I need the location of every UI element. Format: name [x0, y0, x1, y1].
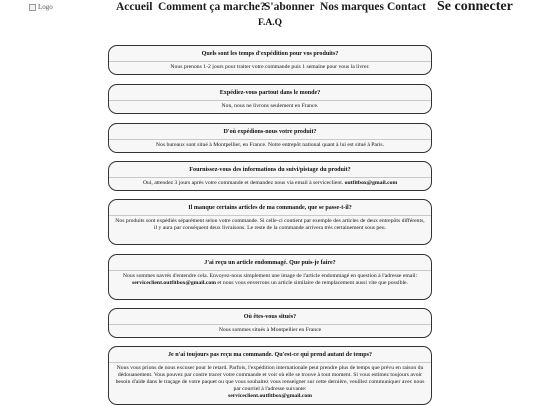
faq-item [108, 161, 432, 191]
faq-question: Je n'ai toujours pas reçu ma commande. Qu'est-ce qui prend autant de temps? [167, 352, 373, 358]
page-title: F.A.Q [258, 18, 282, 28]
nav-se-connecter[interactable]: Se connecter [437, 0, 513, 14]
faq-answer: Nos produits sont expédiés séparément selon votre commande. Si celle-ci contient par exemple des articles de deux entrepôts différents, il y aura par conséquent deux livraisons. Le reste de la commande arrivera très certainement sous peu. [115, 218, 425, 231]
contact-email: serviceclient.outfitbox@gmail.com [228, 393, 312, 399]
faq-question: D'où expédions-nous votre produit? [223, 129, 317, 135]
nav-nos-marques[interactable]: Nos marques [320, 1, 385, 13]
faq-answer [109, 178, 431, 187]
nav-comment-ca-marche[interactable]: Comment ça marche? [158, 1, 266, 13]
faq-answer: Non, nous ne livrons seulement en France. [221, 103, 319, 109]
faq-answer-text: et nous vous enverrons un article similaire de remplacement aussi vite que possible. [215, 280, 408, 286]
faq-answer: Nous prenons 1-2 jours pour traiter votre commande puis 1 semaine pour vous la livrer. [170, 64, 370, 70]
faq-question: Il manque certains articles de ma commande, que se passe-t-il? [188, 205, 352, 211]
faq-question: Fournissez-vous des informations du suivi/pistage du produit? [189, 167, 351, 173]
faq-answer: Nos bureaux sont situé à Montpellier, en France. Notre entrepôt national quant à lui est situé à Paris. [155, 142, 385, 148]
faq-item [108, 84, 432, 114]
main-nav [0, 0, 540, 16]
faq-item [108, 45, 432, 75]
contact-email: outfitbox@gmail.com [344, 180, 398, 186]
contact-email: serviceclient.outfitbox@gmail.com [131, 280, 216, 286]
faq-question: Quels sont les temps d'expédition pour vos produits? [201, 51, 339, 57]
faq-answer [109, 363, 431, 400]
faq-item [108, 254, 432, 300]
faq-answer: Nous sommes situés à Montpellier en France [218, 327, 322, 333]
faq-question: J'ai reçu un article endommagé. Que puis-je faire? [204, 260, 336, 266]
faq-answer-text: Nous sommes navrés d'entendre cela. Envoyez-nous simplement une image de l'article endommagé en question à l'adresse email: [122, 273, 418, 279]
faq-answer [109, 271, 431, 287]
faq-question: Expédiez-vous partout dans le monde? [219, 90, 321, 96]
faq-item [108, 123, 432, 153]
nav-accueil[interactable]: Accueil [116, 1, 153, 13]
nav-contact[interactable]: Contact [387, 1, 426, 13]
nav-sabonner[interactable]: S'abonner [264, 1, 315, 13]
faq-question: Où êtes-vous situés? [243, 314, 297, 320]
faq-item [108, 308, 432, 338]
faq-answer-text: Oui, attendez 3 jours après votre commande et demandez nous via email à serviceclient. [142, 180, 344, 186]
faq-answer-text: Nous vous prions de nous excuser pour le retard. Parfois, l'expédition internationale peut prendre plus de temps que prévu en raison du dédouanement. Vous pouvez par contre tracer votre commande et voir où elle se trouve à tout moment. Si vous estimez toujours avoir besoin d'aide dans le traçage de votre paquet ou que vous souhaitez vous renseigner sur cette dernière, veuillez communiquer avec nous par courriel à l'adresse suivante: [115, 365, 425, 392]
faq-item [108, 346, 432, 405]
faq-item [108, 199, 432, 245]
header [0, 0, 540, 16]
logo-alt-text: Logo [38, 3, 53, 11]
